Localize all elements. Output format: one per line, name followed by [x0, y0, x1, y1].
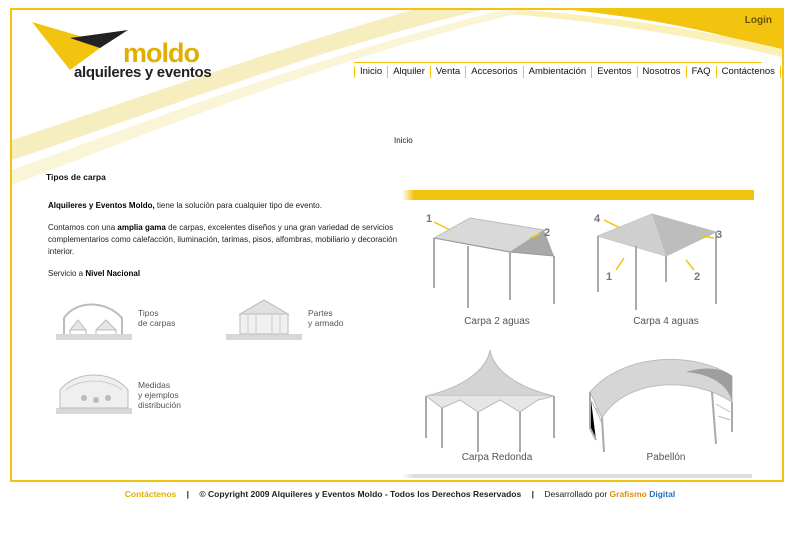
service-bold: Nivel Nacional — [85, 269, 141, 278]
tent-2-aguas-illustration[interactable] — [422, 208, 572, 310]
gray-divider — [402, 474, 752, 478]
tent-2-label-1: 1 — [426, 213, 433, 225]
footer-dev-brand-2[interactable]: Digital — [649, 489, 676, 499]
tent-pabellon-caption[interactable]: Pabellón — [646, 452, 686, 463]
tent-2-caption[interactable]: Carpa 2 aguas — [464, 316, 530, 327]
section-title: Tipos de carpa — [46, 172, 106, 182]
tent-2-label-2: 2 — [544, 227, 551, 239]
footer-separator-2: | — [531, 489, 534, 499]
nav-inicio[interactable]: Inicio — [354, 66, 388, 78]
tent-4-label-2: 2 — [694, 271, 701, 283]
link-medidas-line3: distribución — [138, 400, 181, 410]
page-frame — [10, 8, 784, 482]
main-nav — [354, 62, 775, 78]
nav-venta[interactable]: Venta — [430, 66, 466, 78]
nav-alquiler[interactable]: Alquiler — [387, 66, 431, 78]
intro-text — [48, 200, 398, 290]
tent-pabellon-illustration[interactable] — [582, 348, 742, 452]
link-medidas[interactable] — [56, 366, 181, 416]
link-partes-line2: y armado — [308, 318, 344, 328]
tent-4-aguas-illustration[interactable] — [590, 208, 740, 310]
tent-4-caption[interactable]: Carpa 4 aguas — [633, 316, 699, 327]
para2-a: Contamos con una — [48, 223, 118, 232]
nav-eventos[interactable]: Eventos — [591, 66, 637, 78]
logo-tent-icon — [30, 20, 130, 70]
link-tipos-line2: de carpas — [138, 318, 176, 328]
yellow-divider — [402, 190, 754, 200]
login-link[interactable]: Login — [744, 15, 772, 26]
tent-parts-icon — [226, 294, 302, 342]
tent-4-label-4: 4 — [594, 213, 601, 225]
para2-b: de carpas, excelentes diseños y una gran variedad de servicios complementarios como calefacción, iluminación, tarimas, pisos, alfombras, mobiliario y decoración interior. — [48, 223, 398, 256]
footer-dev-brand-1[interactable]: Grafismo — [609, 489, 647, 499]
tent-4-label-1: 1 — [606, 271, 613, 283]
breadcrumb[interactable]: Inicio — [394, 136, 413, 145]
nav-contactenos[interactable]: Contáctenos — [716, 66, 781, 78]
footer-contact-link[interactable]: Contáctenos — [124, 489, 177, 499]
tent-layout-icon — [56, 366, 132, 416]
link-tipos-carpas[interactable] — [56, 294, 175, 342]
tent-redonda-caption[interactable]: Carpa Redonda — [461, 452, 533, 463]
footer-dev: Desarrollado por — [544, 489, 610, 499]
link-partes-line1: Partes — [308, 308, 333, 318]
intro-bold: Alquileres y Eventos Moldo, — [48, 201, 155, 210]
nav-ambientacion[interactable]: Ambientación — [523, 66, 593, 78]
link-medidas-line1: Medidas — [138, 380, 171, 390]
link-tipos-line1: Tipos — [138, 308, 159, 318]
nav-faq[interactable]: FAQ — [686, 66, 717, 78]
footer — [0, 489, 800, 499]
tent-types-icon — [56, 294, 132, 342]
logo-brand: moldo — [123, 38, 199, 68]
logo-tagline: alquileres y eventos — [74, 64, 212, 81]
intro-rest: tiene la solución para cualquier tipo de evento. — [154, 201, 322, 210]
link-partes-armado[interactable] — [226, 294, 343, 342]
para2-bold: amplia gama — [117, 223, 166, 232]
nav-nosotros[interactable]: Nosotros — [637, 66, 687, 78]
footer-separator-1: | — [186, 489, 190, 499]
service-a: Servicio a — [48, 269, 86, 278]
nav-accesorios[interactable]: Accesorios — [465, 66, 523, 78]
footer-copyright: © Copyright 2009 Alquileres y Eventos Moldo - Todos los Derechos Reservados — [199, 489, 522, 499]
link-medidas-line2: y ejemplos — [138, 390, 179, 400]
tent-4-label-3: 3 — [716, 229, 723, 241]
logo[interactable] — [30, 20, 210, 90]
tent-redonda-illustration[interactable] — [420, 348, 570, 452]
